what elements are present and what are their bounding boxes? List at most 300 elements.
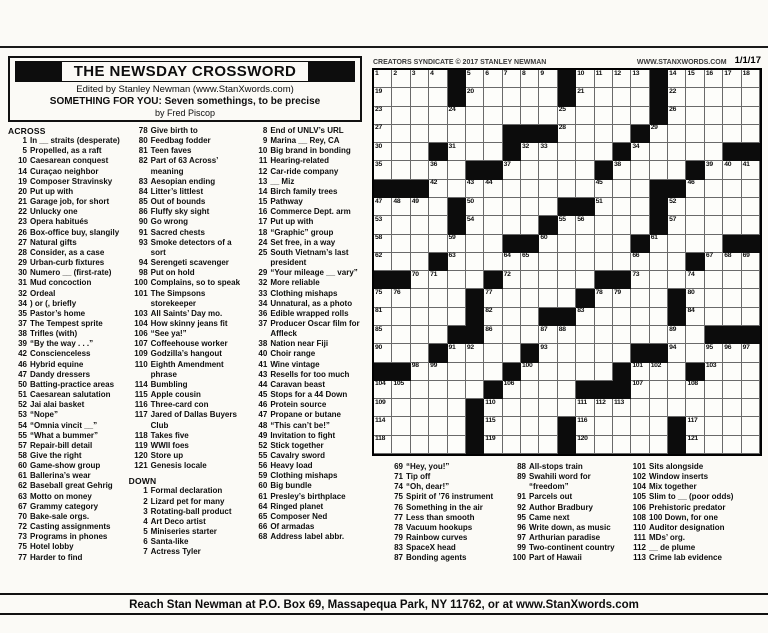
grid-cell[interactable]	[411, 143, 429, 161]
grid-cell[interactable]	[723, 417, 741, 435]
grid-cell[interactable]	[429, 180, 447, 198]
grid-cell[interactable]	[429, 326, 447, 344]
grid-cell[interactable]	[631, 70, 649, 88]
grid-cell[interactable]	[411, 381, 429, 399]
grid-cell[interactable]	[484, 363, 502, 381]
grid-cell[interactable]	[521, 107, 539, 125]
grid-cell[interactable]	[392, 107, 410, 125]
grid-cell[interactable]	[613, 125, 631, 143]
grid-cell[interactable]	[484, 180, 502, 198]
grid-cell[interactable]	[392, 326, 410, 344]
grid-cell[interactable]	[503, 216, 521, 234]
grid-cell[interactable]	[411, 436, 429, 454]
grid-cell[interactable]	[576, 399, 594, 417]
grid-cell[interactable]	[595, 326, 613, 344]
grid-cell[interactable]	[539, 70, 557, 88]
grid-cell[interactable]	[613, 417, 631, 435]
grid-cell[interactable]	[466, 198, 484, 216]
grid-cell[interactable]	[576, 344, 594, 362]
grid-cell[interactable]	[742, 216, 760, 234]
grid-cell[interactable]	[668, 161, 686, 179]
grid-cell[interactable]	[558, 381, 576, 399]
grid-cell[interactable]	[392, 235, 410, 253]
grid-cell[interactable]	[686, 271, 704, 289]
grid-cell[interactable]	[448, 143, 466, 161]
grid-cell[interactable]	[448, 363, 466, 381]
grid-cell[interactable]	[705, 436, 723, 454]
grid-cell[interactable]	[484, 198, 502, 216]
grid-cell[interactable]	[539, 143, 557, 161]
grid-cell[interactable]	[484, 125, 502, 143]
grid-cell[interactable]	[576, 88, 594, 106]
grid-cell[interactable]	[539, 107, 557, 125]
grid-cell[interactable]	[723, 88, 741, 106]
grid-cell[interactable]	[411, 125, 429, 143]
grid-cell[interactable]	[466, 216, 484, 234]
grid-cell[interactable]	[668, 235, 686, 253]
grid-cell[interactable]	[686, 198, 704, 216]
grid-cell[interactable]	[392, 161, 410, 179]
grid-cell[interactable]	[705, 161, 723, 179]
grid-cell[interactable]	[613, 107, 631, 125]
grid-cell[interactable]	[466, 235, 484, 253]
grid-cell[interactable]	[576, 253, 594, 271]
grid-cell[interactable]	[650, 235, 668, 253]
grid-cell[interactable]	[576, 107, 594, 125]
grid-cell[interactable]	[595, 235, 613, 253]
grid-cell[interactable]	[613, 344, 631, 362]
grid-cell[interactable]	[595, 253, 613, 271]
grid-cell[interactable]	[558, 216, 576, 234]
grid-cell[interactable]	[686, 381, 704, 399]
grid-cell[interactable]	[411, 107, 429, 125]
grid-cell[interactable]	[558, 161, 576, 179]
grid-cell[interactable]	[484, 308, 502, 326]
grid-cell[interactable]	[503, 399, 521, 417]
grid-cell[interactable]	[429, 289, 447, 307]
grid-cell[interactable]	[686, 235, 704, 253]
grid-cell[interactable]	[631, 326, 649, 344]
grid-cell[interactable]	[374, 125, 392, 143]
grid-cell[interactable]	[448, 399, 466, 417]
grid-cell[interactable]	[576, 161, 594, 179]
grid-cell[interactable]	[521, 216, 539, 234]
grid-cell[interactable]	[374, 399, 392, 417]
grid-cell[interactable]	[448, 417, 466, 435]
grid-cell[interactable]	[650, 271, 668, 289]
grid-cell[interactable]	[392, 143, 410, 161]
grid-cell[interactable]	[576, 216, 594, 234]
grid-cell[interactable]	[742, 107, 760, 125]
grid-cell[interactable]	[613, 308, 631, 326]
grid-cell[interactable]	[392, 436, 410, 454]
grid-cell[interactable]	[484, 289, 502, 307]
grid-cell[interactable]	[650, 143, 668, 161]
grid-cell[interactable]	[503, 198, 521, 216]
grid-cell[interactable]	[484, 235, 502, 253]
grid-cell[interactable]	[595, 399, 613, 417]
grid-cell[interactable]	[723, 70, 741, 88]
grid-cell[interactable]	[705, 216, 723, 234]
grid-cell[interactable]	[668, 88, 686, 106]
grid-cell[interactable]	[539, 88, 557, 106]
grid-cell[interactable]	[539, 253, 557, 271]
grid-cell[interactable]	[705, 253, 723, 271]
grid-cell[interactable]	[429, 107, 447, 125]
grid-cell[interactable]	[723, 363, 741, 381]
grid-cell[interactable]	[448, 235, 466, 253]
grid-cell[interactable]	[503, 107, 521, 125]
grid-cell[interactable]	[650, 161, 668, 179]
grid-cell[interactable]	[429, 399, 447, 417]
grid-cell[interactable]	[558, 180, 576, 198]
grid-cell[interactable]	[503, 436, 521, 454]
grid-cell[interactable]	[466, 70, 484, 88]
grid-cell[interactable]	[686, 289, 704, 307]
grid-cell[interactable]	[539, 271, 557, 289]
grid-cell[interactable]	[521, 399, 539, 417]
grid-cell[interactable]	[595, 363, 613, 381]
grid-cell[interactable]	[448, 107, 466, 125]
grid-cell[interactable]	[392, 253, 410, 271]
grid-cell[interactable]	[650, 253, 668, 271]
grid-cell[interactable]	[374, 308, 392, 326]
grid-cell[interactable]	[429, 216, 447, 234]
grid-cell[interactable]	[631, 289, 649, 307]
grid-cell[interactable]	[650, 417, 668, 435]
grid-cell[interactable]	[558, 326, 576, 344]
grid-cell[interactable]	[613, 399, 631, 417]
grid-cell[interactable]	[429, 271, 447, 289]
grid-cell[interactable]	[448, 381, 466, 399]
grid-cell[interactable]	[705, 271, 723, 289]
grid-cell[interactable]	[411, 363, 429, 381]
grid-cell[interactable]	[374, 344, 392, 362]
grid-cell[interactable]	[374, 381, 392, 399]
grid-cell[interactable]	[539, 161, 557, 179]
grid-cell[interactable]	[723, 216, 741, 234]
grid-cell[interactable]	[686, 326, 704, 344]
grid-cell[interactable]	[650, 308, 668, 326]
grid-cell[interactable]	[668, 107, 686, 125]
grid-cell[interactable]	[392, 88, 410, 106]
grid-cell[interactable]	[558, 399, 576, 417]
grid-cell[interactable]	[392, 381, 410, 399]
grid-cell[interactable]	[631, 88, 649, 106]
grid-cell[interactable]	[429, 88, 447, 106]
grid-cell[interactable]	[650, 399, 668, 417]
grid-cell[interactable]	[374, 143, 392, 161]
grid-cell[interactable]	[668, 70, 686, 88]
grid-cell[interactable]	[613, 253, 631, 271]
grid-cell[interactable]	[723, 180, 741, 198]
grid-cell[interactable]	[576, 417, 594, 435]
grid-cell[interactable]	[503, 308, 521, 326]
grid-cell[interactable]	[484, 253, 502, 271]
grid-cell[interactable]	[392, 70, 410, 88]
grid-cell[interactable]	[595, 417, 613, 435]
grid-cell[interactable]	[723, 381, 741, 399]
grid-cell[interactable]	[705, 235, 723, 253]
grid-cell[interactable]	[539, 198, 557, 216]
grid-cell[interactable]	[742, 289, 760, 307]
grid-cell[interactable]	[411, 271, 429, 289]
grid-cell[interactable]	[668, 344, 686, 362]
grid-cell[interactable]	[374, 216, 392, 234]
grid-cell[interactable]	[484, 417, 502, 435]
grid-cell[interactable]	[723, 107, 741, 125]
grid-cell[interactable]	[595, 198, 613, 216]
grid-cell[interactable]	[392, 417, 410, 435]
grid-cell[interactable]	[668, 363, 686, 381]
grid-cell[interactable]	[411, 326, 429, 344]
grid-cell[interactable]	[668, 198, 686, 216]
grid-cell[interactable]	[595, 344, 613, 362]
grid-cell[interactable]	[613, 326, 631, 344]
grid-cell[interactable]	[374, 161, 392, 179]
grid-cell[interactable]	[631, 198, 649, 216]
grid-cell[interactable]	[411, 70, 429, 88]
grid-cell[interactable]	[631, 271, 649, 289]
grid-cell[interactable]	[723, 436, 741, 454]
grid-cell[interactable]	[484, 143, 502, 161]
grid-cell[interactable]	[705, 143, 723, 161]
grid-cell[interactable]	[613, 235, 631, 253]
grid-cell[interactable]	[539, 180, 557, 198]
grid-cell[interactable]	[503, 344, 521, 362]
grid-cell[interactable]	[742, 253, 760, 271]
grid-cell[interactable]	[558, 125, 576, 143]
grid-cell[interactable]	[723, 289, 741, 307]
grid-cell[interactable]	[521, 308, 539, 326]
grid-cell[interactable]	[466, 180, 484, 198]
grid-cell[interactable]	[650, 381, 668, 399]
grid-cell[interactable]	[668, 143, 686, 161]
grid-cell[interactable]	[411, 198, 429, 216]
grid-cell[interactable]	[686, 399, 704, 417]
grid-cell[interactable]	[558, 271, 576, 289]
grid-cell[interactable]	[613, 198, 631, 216]
grid-cell[interactable]	[742, 399, 760, 417]
grid-cell[interactable]	[411, 417, 429, 435]
grid-cell[interactable]	[448, 253, 466, 271]
grid-cell[interactable]	[484, 70, 502, 88]
grid-cell[interactable]	[631, 436, 649, 454]
grid-cell[interactable]	[503, 253, 521, 271]
grid-cell[interactable]	[613, 88, 631, 106]
grid-cell[interactable]	[705, 417, 723, 435]
grid-cell[interactable]	[374, 326, 392, 344]
grid-cell[interactable]	[723, 344, 741, 362]
grid-cell[interactable]	[631, 399, 649, 417]
grid-cell[interactable]	[521, 417, 539, 435]
grid-cell[interactable]	[429, 436, 447, 454]
grid-cell[interactable]	[742, 161, 760, 179]
grid-cell[interactable]	[411, 88, 429, 106]
grid-cell[interactable]	[576, 363, 594, 381]
grid-cell[interactable]	[411, 289, 429, 307]
grid-cell[interactable]	[613, 436, 631, 454]
grid-cell[interactable]	[595, 88, 613, 106]
grid-cell[interactable]	[705, 381, 723, 399]
grid-cell[interactable]	[374, 88, 392, 106]
grid-cell[interactable]	[466, 125, 484, 143]
grid-cell[interactable]	[374, 107, 392, 125]
grid-cell[interactable]	[411, 216, 429, 234]
grid-cell[interactable]	[613, 216, 631, 234]
grid-cell[interactable]	[742, 125, 760, 143]
grid-cell[interactable]	[466, 271, 484, 289]
grid-cell[interactable]	[411, 161, 429, 179]
grid-cell[interactable]	[705, 344, 723, 362]
grid-cell[interactable]	[374, 436, 392, 454]
grid-cell[interactable]	[668, 381, 686, 399]
grid-cell[interactable]	[595, 216, 613, 234]
grid-cell[interactable]	[613, 180, 631, 198]
grid-cell[interactable]	[723, 198, 741, 216]
grid-cell[interactable]	[613, 70, 631, 88]
grid-cell[interactable]	[466, 143, 484, 161]
grid-cell[interactable]	[576, 180, 594, 198]
grid-cell[interactable]	[650, 289, 668, 307]
grid-cell[interactable]	[448, 271, 466, 289]
grid-cell[interactable]	[539, 436, 557, 454]
grid-cell[interactable]	[429, 161, 447, 179]
grid-cell[interactable]	[521, 381, 539, 399]
grid-cell[interactable]	[742, 381, 760, 399]
grid-cell[interactable]	[539, 235, 557, 253]
grid-cell[interactable]	[392, 308, 410, 326]
grid-cell[interactable]	[484, 216, 502, 234]
grid-cell[interactable]	[686, 344, 704, 362]
grid-cell[interactable]	[411, 344, 429, 362]
grid-cell[interactable]	[429, 417, 447, 435]
grid-cell[interactable]	[503, 326, 521, 344]
grid-cell[interactable]	[576, 436, 594, 454]
grid-cell[interactable]	[723, 125, 741, 143]
grid-cell[interactable]	[448, 344, 466, 362]
grid-cell[interactable]	[595, 436, 613, 454]
grid-cell[interactable]	[429, 363, 447, 381]
grid-cell[interactable]	[448, 308, 466, 326]
grid-cell[interactable]	[705, 198, 723, 216]
grid-cell[interactable]	[521, 363, 539, 381]
grid-cell[interactable]	[503, 161, 521, 179]
grid-cell[interactable]	[503, 381, 521, 399]
grid-cell[interactable]	[558, 235, 576, 253]
grid-cell[interactable]	[558, 143, 576, 161]
grid-cell[interactable]	[742, 363, 760, 381]
grid-cell[interactable]	[705, 289, 723, 307]
grid-cell[interactable]	[411, 253, 429, 271]
grid-cell[interactable]	[705, 88, 723, 106]
grid-cell[interactable]	[705, 125, 723, 143]
grid-cell[interactable]	[686, 125, 704, 143]
grid-cell[interactable]	[668, 399, 686, 417]
grid-cell[interactable]	[429, 70, 447, 88]
grid-cell[interactable]	[742, 88, 760, 106]
grid-cell[interactable]	[742, 436, 760, 454]
grid-cell[interactable]	[503, 88, 521, 106]
grid-cell[interactable]	[374, 417, 392, 435]
grid-cell[interactable]	[521, 326, 539, 344]
grid-cell[interactable]	[650, 326, 668, 344]
grid-cell[interactable]	[466, 88, 484, 106]
grid-cell[interactable]	[429, 381, 447, 399]
grid-cell[interactable]	[466, 363, 484, 381]
grid-cell[interactable]	[705, 70, 723, 88]
grid-cell[interactable]	[705, 308, 723, 326]
grid-cell[interactable]	[576, 235, 594, 253]
grid-cell[interactable]	[539, 399, 557, 417]
grid-cell[interactable]	[613, 289, 631, 307]
grid-cell[interactable]	[742, 180, 760, 198]
grid-cell[interactable]	[686, 143, 704, 161]
grid-cell[interactable]	[521, 289, 539, 307]
grid-cell[interactable]	[650, 125, 668, 143]
grid-cell[interactable]	[668, 253, 686, 271]
grid-cell[interactable]	[631, 417, 649, 435]
grid-cell[interactable]	[521, 271, 539, 289]
grid-cell[interactable]	[466, 107, 484, 125]
grid-cell[interactable]	[576, 308, 594, 326]
grid-cell[interactable]	[484, 88, 502, 106]
grid-cell[interactable]	[686, 70, 704, 88]
grid-cell[interactable]	[631, 381, 649, 399]
grid-cell[interactable]	[723, 399, 741, 417]
grid-cell[interactable]	[686, 436, 704, 454]
grid-cell[interactable]	[595, 289, 613, 307]
grid-cell[interactable]	[392, 216, 410, 234]
grid-cell[interactable]	[429, 308, 447, 326]
grid-cell[interactable]	[705, 363, 723, 381]
grid-cell[interactable]	[539, 289, 557, 307]
grid-cell[interactable]	[521, 198, 539, 216]
grid-cell[interactable]	[392, 344, 410, 362]
grid-cell[interactable]	[484, 436, 502, 454]
grid-cell[interactable]	[631, 143, 649, 161]
grid-cell[interactable]	[668, 125, 686, 143]
grid-cell[interactable]	[686, 308, 704, 326]
grid-cell[interactable]	[448, 161, 466, 179]
grid-cell[interactable]	[595, 180, 613, 198]
grid-cell[interactable]	[392, 125, 410, 143]
grid-cell[interactable]	[631, 308, 649, 326]
grid-cell[interactable]	[466, 381, 484, 399]
grid-cell[interactable]	[448, 436, 466, 454]
grid-cell[interactable]	[705, 399, 723, 417]
grid-cell[interactable]	[631, 363, 649, 381]
grid-cell[interactable]	[521, 253, 539, 271]
grid-cell[interactable]	[668, 216, 686, 234]
grid-cell[interactable]	[392, 198, 410, 216]
grid-cell[interactable]	[411, 235, 429, 253]
grid-cell[interactable]	[484, 107, 502, 125]
grid-cell[interactable]	[742, 308, 760, 326]
grid-cell[interactable]	[742, 417, 760, 435]
grid-cell[interactable]	[539, 363, 557, 381]
grid-cell[interactable]	[539, 381, 557, 399]
grid-cell[interactable]	[595, 107, 613, 125]
grid-cell[interactable]	[558, 363, 576, 381]
grid-cell[interactable]	[484, 344, 502, 362]
grid-cell[interactable]	[576, 70, 594, 88]
grid-cell[interactable]	[705, 180, 723, 198]
grid-cell[interactable]	[705, 107, 723, 125]
grid-cell[interactable]	[686, 180, 704, 198]
grid-cell[interactable]	[558, 253, 576, 271]
grid-cell[interactable]	[631, 161, 649, 179]
